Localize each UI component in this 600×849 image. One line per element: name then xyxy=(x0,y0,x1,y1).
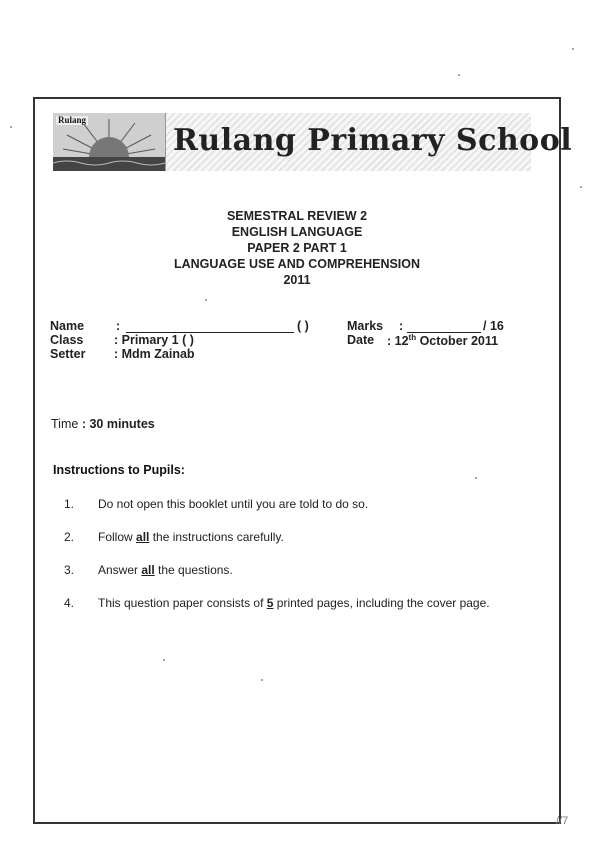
school-banner xyxy=(53,113,573,171)
scan-speck xyxy=(261,679,263,681)
setter-value: : Mdm Zainab xyxy=(114,347,195,361)
scan-speck xyxy=(10,126,12,128)
date-value: : 12th October 2011 xyxy=(387,333,499,349)
name-colon: : xyxy=(116,319,121,333)
setter-label: Setter xyxy=(50,347,86,361)
title-line: 2011 xyxy=(283,273,311,287)
register-number-field[interactable]: ( ) xyxy=(297,319,309,333)
page-corner-mark: //7 xyxy=(556,815,569,827)
title-line: ENGLISH LANGUAGE xyxy=(231,225,363,239)
instructions-heading: Instructions to Pupils: xyxy=(53,463,185,477)
time-allowed: Time : 30 minutes xyxy=(51,417,155,431)
scan-speck xyxy=(572,48,574,50)
paper-titles xyxy=(35,208,559,288)
date-label: Date xyxy=(347,333,375,347)
title-line: LANGUAGE USE AND COMPREHENSION xyxy=(173,257,421,271)
scan-speck xyxy=(458,74,460,76)
marks-total: / 16 xyxy=(483,319,504,333)
marks-label: Marks xyxy=(347,319,384,333)
title-line: SEMESTRAL REVIEW 2 xyxy=(226,209,368,223)
marks-colon: : xyxy=(399,319,404,333)
school-name: Rulang Primary School xyxy=(173,123,573,158)
title-line: PAPER 2 PART 1 xyxy=(247,241,347,255)
scan-speck xyxy=(475,477,477,479)
scan-speck xyxy=(580,186,582,188)
class-label: Class xyxy=(50,333,84,347)
name-label: Name xyxy=(50,319,85,333)
scan-speck xyxy=(163,659,165,661)
exam-cover-sheet: Rulang Rulang Primary School SEMESTRAL REVIEW 2 ENGLISH LANGUAGE PAPER 2 PART 1 LANGUAGE USE AND COMPREHENSION 2011 Name : ( ) Marks : / 16 Class : Primary 1 ( ) Date : 12th October 2011 Setter : Mdm Zainab Time : 30 minutes Instructions to Pupils: 1. Do not open this booklet until you are told to do so. 2. Follow all the instructions carefully. 3. Answer all the questions. 4. This question paper consists of 5 printed pages, including the cover page. xyxy=(33,97,561,824)
scan-speck xyxy=(205,299,207,301)
school-logo xyxy=(53,113,166,171)
logo-tag: Rulang xyxy=(58,115,87,125)
class-value: : Primary 1 ( ) xyxy=(114,333,194,347)
